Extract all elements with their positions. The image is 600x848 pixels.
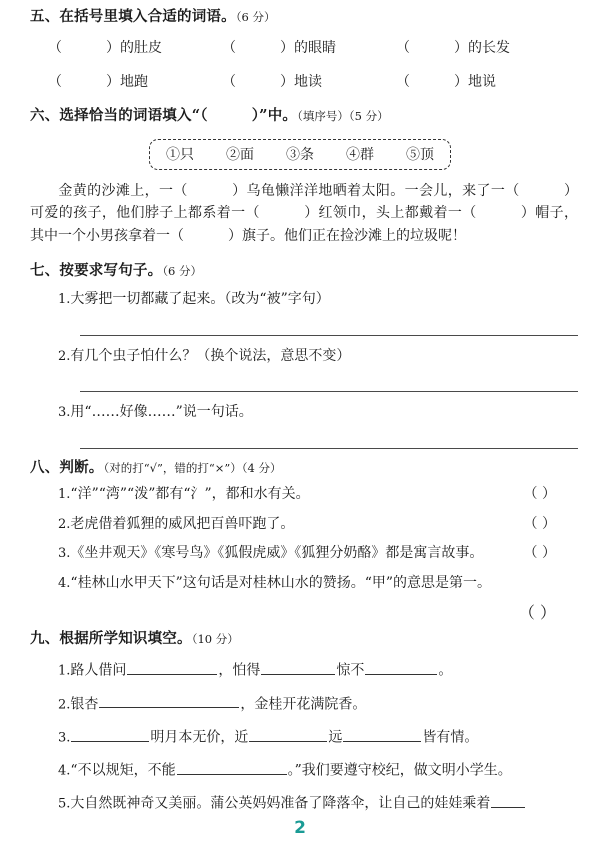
collocation-tail: 地说 [468,74,496,91]
fill-text: 。 [438,663,453,680]
judgement-item [0,516,600,534]
blank-paren-open: （ [48,40,62,57]
question-number: 4. [58,763,71,779]
cloze-text-6: ）旗子。他们正在捡沙滩上的垃圾呢！ [228,228,466,245]
question-number: 2. [58,697,71,713]
cloze-text-1: 金黄的沙滩上，一（ [58,182,188,199]
blank-paren-close: ） [454,40,468,57]
question-text: “桂林山水甲天下”这句话是对桂林山水的赞扬。“甲”的意思是第一。 [70,574,492,591]
fill-text: 路人借问 [70,663,127,680]
collocation-tail: 地读 [294,74,322,91]
fill-text: 。”我们要遵守校纪，做文明小学生。 [287,762,512,779]
section-five-score: （6 分） [235,10,276,24]
blank-paren-open: （ [396,40,410,57]
collocation-item [396,37,570,57]
fill-text: ，金桂开花满院香。 [240,696,367,713]
collocation-row [0,71,600,91]
fill-text: 大自然既神奇又美丽。蒲公英妈妈准备了降落伞，让自己的娃娃乘着 [70,795,491,812]
collocation-row [0,37,600,57]
option-item[interactable]: ⑤顶 [406,146,434,163]
judgement-item [0,545,600,563]
fill-blank-item [0,726,600,747]
question-number: 2. [58,516,71,532]
question-text: 老虎借着狐狸的威风把百兽吓跑了。 [70,515,295,532]
question-text: 《坐井观天》《寒号鸟》《狐假虎威》《狐狸分奶酪》都是寓言故事。 [70,545,484,562]
blank-paren-open: （ [396,74,410,91]
blank-paren-open: （ [48,74,62,91]
answer-paren[interactable]: （ ） [523,545,556,562]
question-item [0,291,600,309]
question-item [0,348,600,366]
fill-blank-item [0,659,600,680]
section-heading-seven [0,262,600,279]
blank-paren-open: （ [222,40,236,57]
fill-text: “不以规矩，不能 [70,762,176,779]
section-heading-eight [0,459,600,476]
section-five-title: 五、在括号里填入合适的词语。 [30,8,236,25]
fill-blank[interactable] [249,726,327,742]
collocation-item [48,37,222,57]
cloze-text-4: ）红领巾，头上都戴着一（ [303,205,477,222]
fill-blank[interactable] [365,659,437,675]
judgement-item [0,486,600,504]
question-number: 1. [58,664,71,680]
blank-paren-open: （ [222,74,236,91]
collocation-tail: 的长发 [468,40,510,57]
section-eight-title: 八、判断。 [30,458,104,476]
blank-paren-close: ） [106,40,120,57]
blank-paren-close: ） [280,40,294,57]
question-number: 3. [58,546,71,562]
collocation-item [48,71,222,91]
section-eight-score: （对的打“√”，错的打“×”）（4 分） [103,460,282,475]
fill-text: 银杏 [70,696,99,713]
section-six-score: （填序号）（5 分） [297,109,389,124]
question-number: 4. [58,575,71,591]
answer-paren[interactable]: （ ） [523,515,556,532]
question-text: 有几个虫子怕什么？（换个说法，意思不变） [70,347,351,364]
section-seven-score: （6 分） [162,263,203,278]
question-number: 1. [58,487,71,503]
fill-blank[interactable] [491,792,525,808]
collocation-tail: 的肚皮 [120,40,162,57]
option-item[interactable]: ③条 [286,146,314,163]
question-text: 大雾把一切都藏了起来。（改为“被”字句） [70,291,330,308]
section-six-title-2: ）”中。 [251,107,298,125]
fill-blank-item [0,792,600,813]
option-item[interactable]: ①只 [166,146,194,163]
collocation-item [396,71,570,91]
fill-text: 惊不 [336,663,365,680]
collocation-tail: 的眼睛 [294,40,336,57]
answer-paren[interactable]: （ ） [523,486,556,503]
page-number: 2 [294,818,306,838]
cloze-text-2: ）乌龟懒洋洋地晒着太阳。一会儿，来了一（ [231,182,520,199]
fill-blank-item [0,759,600,780]
section-heading-six [0,107,600,124]
fill-text: 皆有情。 [422,729,479,746]
fill-blank[interactable] [127,659,217,675]
question-text: “洋”“湾”“泼”都有“氵”，都和水有关。 [70,486,310,503]
cloze-text-3: ）可爱的孩子，他们脖子上都系着一（ [30,182,578,222]
section-nine-title: 九、根据所学知识填空。 [30,630,192,648]
collocation-item [222,37,396,57]
section-seven-title: 七、按要求写句子。 [30,261,163,279]
fill-blank[interactable] [99,693,239,709]
section-six-title: 六、选择恰当的词语填入“（ [30,107,208,125]
section-nine-score: （10 分） [191,632,239,647]
cloze-paragraph [0,180,600,248]
section-heading-nine [0,630,600,647]
fill-text: ，怕得 [218,663,261,680]
fill-blank[interactable] [343,726,421,742]
option-item[interactable]: ④群 [346,146,374,163]
blank-paren-close: ） [280,74,294,91]
option-item[interactable]: ②面 [226,146,254,163]
question-number: 3. [58,405,71,421]
fill-blank[interactable] [177,759,287,775]
fill-blank[interactable] [71,726,149,742]
cloze-text-5: ）帽子，其中一个小男孩拿着一（ [30,205,579,245]
blank-paren-close: ） [454,74,468,91]
question-number: 2. [58,348,71,364]
fill-blank-item [0,693,600,714]
collocation-tail: 地跑 [120,74,148,91]
question-number: 5. [58,796,71,812]
section-heading-five [0,8,600,25]
collocation-item [222,71,396,91]
question-number: 1. [58,292,71,308]
question-item [0,404,600,422]
answer-paren[interactable]: （ ） [518,603,556,623]
option-word-bank [149,139,451,170]
fill-blank[interactable] [261,659,335,675]
question-number: 3. [58,730,71,746]
fill-text: 明月本无价，近 [150,729,249,746]
blank-paren-close: ） [106,74,120,91]
question-text: 用“……好像……”说一句话。 [70,404,253,421]
fill-text: 远 [328,729,343,746]
judgement-answer-row [0,600,600,622]
judgement-item [0,575,600,593]
